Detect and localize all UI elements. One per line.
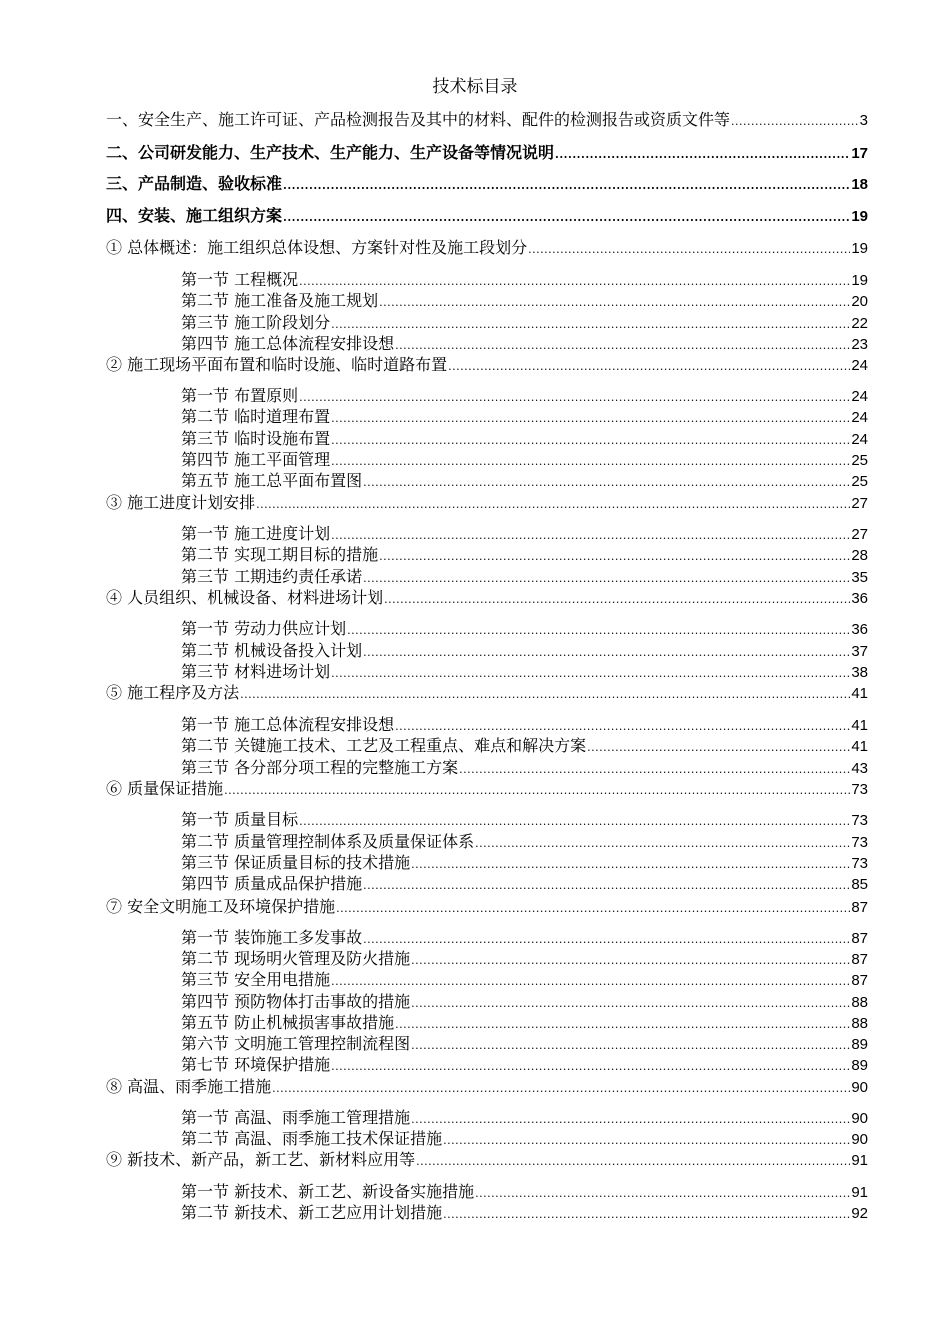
- toc-entry-label: 第一节 施工总体流程安排设想: [181, 715, 395, 734]
- toc-entry[interactable]: [181, 270, 868, 292]
- toc-dot-leader: [443, 1205, 850, 1225]
- toc-entry-label: 第四节 预防物体打击事故的措施: [181, 992, 411, 1011]
- toc-entry-page-number: 90: [851, 1110, 868, 1127]
- toc-entry-label: ③ 施工进度计划安排: [106, 493, 256, 512]
- toc-entry-label: 一、安全生产、施工许可证、产品检测报告及其中的材料、配件的检测报告或资质文件等: [106, 110, 731, 129]
- toc-entry[interactable]: [181, 641, 868, 663]
- toc-entry-page-number: 41: [851, 685, 868, 702]
- toc-entry[interactable]: [106, 206, 868, 228]
- toc-entry-page-number: 27: [851, 526, 868, 543]
- toc-entry[interactable]: [181, 524, 868, 546]
- toc-entry-label: 第二节 关键施工技术、工艺及工程重点、难点和解决方案: [181, 736, 587, 755]
- toc-entry-label: 第五节 防止机械损害事故措施: [181, 1013, 395, 1032]
- toc-entry-label: 第二节 质量管理控制体系及质量保证体系: [181, 832, 475, 851]
- toc-entry-page-number: 36: [851, 621, 868, 638]
- toc-dot-leader: [299, 272, 850, 292]
- toc-dot-leader: [379, 293, 850, 313]
- toc-entry-page-number: 91: [851, 1152, 868, 1169]
- toc-entry[interactable]: [181, 291, 868, 313]
- toc-entry-page-number: 19: [851, 272, 868, 289]
- toc-dot-leader: [299, 388, 850, 408]
- toc-entry-page-number: 73: [851, 781, 868, 798]
- toc-dot-leader: [411, 855, 850, 875]
- toc-dot-leader: [443, 1131, 850, 1151]
- toc-entry-label: 第三节 施工阶段划分: [181, 313, 331, 332]
- toc-entry-label: ② 施工现场平面布置和临时设施、临时道路布置: [106, 355, 448, 374]
- toc-entry-page-number: 90: [851, 1079, 868, 1096]
- toc-dot-leader: [411, 1036, 850, 1056]
- toc-entry[interactable]: [181, 407, 868, 429]
- toc-dot-leader: [363, 473, 850, 493]
- toc-entry[interactable]: [181, 810, 868, 832]
- toc-entry-label: 第五节 施工总平面布置图: [181, 471, 363, 490]
- toc-entry-page-number: 25: [851, 452, 868, 469]
- toc-entry-label: 第七节 环境保护措施: [181, 1055, 331, 1074]
- toc-entry-label: 第三节 材料进场计划: [181, 662, 331, 681]
- toc-dot-leader: [731, 112, 859, 132]
- toc-entry[interactable]: [181, 874, 868, 896]
- toc-dot-leader: [331, 452, 850, 472]
- toc-entry-label: 第四节 质量成品保护措施: [181, 874, 363, 893]
- toc-entry-label: 第四节 施工总体流程安排设想: [181, 334, 395, 353]
- toc-entry-label: 第三节 保证质量目标的技术措施: [181, 853, 411, 872]
- toc-entry[interactable]: [181, 1034, 868, 1056]
- toc-entry[interactable]: [181, 758, 868, 780]
- toc-entry-page-number: 85: [851, 876, 868, 893]
- toc-dot-leader: [347, 621, 850, 641]
- toc-entry[interactable]: [181, 1182, 868, 1204]
- toc-entry[interactable]: [106, 110, 868, 132]
- toc-entry[interactable]: [181, 1108, 868, 1130]
- toc-entry[interactable]: [106, 174, 868, 196]
- toc-entry-page-number: 27: [851, 495, 868, 512]
- toc-entry[interactable]: [106, 143, 868, 165]
- toc-entry-label: 第一节 工程概况: [181, 270, 299, 289]
- toc-entry-label: 第二节 临时道理布置: [181, 407, 331, 426]
- toc-dot-leader: [459, 760, 850, 780]
- toc-entry-page-number: 28: [851, 547, 868, 564]
- toc-dot-leader: [272, 1079, 850, 1099]
- toc-entry-page-number: 17: [851, 145, 868, 162]
- toc-entry-page-number: 19: [851, 240, 868, 257]
- toc-entry-page-number: 41: [851, 738, 868, 755]
- toc-dot-leader: [475, 1184, 850, 1204]
- toc-entry-page-number: 88: [851, 994, 868, 1011]
- toc-entry-label: ⑥ 质量保证措施: [106, 779, 224, 798]
- toc-dot-leader: [416, 1152, 850, 1172]
- toc-entry-label: 第六节 文明施工管理控制流程图: [181, 1034, 411, 1053]
- toc-entry-label: 第四节 施工平面管理: [181, 450, 331, 469]
- toc-entry-label: 第一节 劳动力供应计划: [181, 619, 347, 638]
- toc-entry-label: 第三节 临时设施布置: [181, 429, 331, 448]
- toc-entry-label: ⑤ 施工程序及方法: [106, 683, 240, 702]
- toc-dot-leader: [363, 876, 850, 896]
- toc-entry[interactable]: [106, 355, 868, 377]
- toc-entry-label: 第二节 新技术、新工艺应用计划措施: [181, 1203, 443, 1222]
- toc-entry[interactable]: [181, 313, 868, 335]
- toc-entry-label: 第二节 实现工期目标的措施: [181, 545, 379, 564]
- toc-entry[interactable]: [106, 588, 868, 610]
- toc-dot-leader: [256, 495, 850, 515]
- toc-entry-label: 第二节 施工准备及施工规划: [181, 291, 379, 310]
- toc-entry[interactable]: [181, 429, 868, 451]
- toc-entry-label: 第一节 施工进度计划: [181, 524, 331, 543]
- toc-dot-leader: [448, 357, 850, 377]
- toc-dot-leader: [283, 176, 850, 196]
- toc-entry[interactable]: [106, 1077, 868, 1099]
- toc-dot-leader: [299, 812, 850, 832]
- toc-entry-page-number: 19: [851, 208, 868, 225]
- toc-entry[interactable]: [106, 683, 868, 705]
- toc-entry-page-number: 43: [851, 760, 868, 777]
- toc-entry-label: ⑧ 高温、雨季施工措施: [106, 1077, 272, 1096]
- toc-entry-page-number: 87: [851, 951, 868, 968]
- toc-dot-leader: [331, 409, 850, 429]
- toc-dot-leader: [363, 569, 850, 589]
- toc-entry[interactable]: [181, 450, 868, 472]
- toc-entry[interactable]: [106, 779, 868, 801]
- toc-entry-page-number: 87: [851, 972, 868, 989]
- toc-entry-page-number: 73: [851, 812, 868, 829]
- toc-entry[interactable]: [181, 928, 868, 950]
- toc-entry[interactable]: [181, 334, 868, 356]
- toc-entry-label: 第二节 高温、雨季施工技术保证措施: [181, 1129, 443, 1148]
- toc-dot-leader: [379, 547, 850, 567]
- toc-entry-label: 第一节 高温、雨季施工管理措施: [181, 1108, 411, 1127]
- toc-entry-page-number: 24: [851, 388, 868, 405]
- toc-dot-leader: [528, 240, 850, 260]
- toc-entry-label: 第一节 质量目标: [181, 810, 299, 829]
- toc-entry-label: 三、产品制造、验收标准: [106, 174, 283, 193]
- toc-title: 技术标目录: [432, 77, 518, 97]
- toc-entry-page-number: 24: [851, 431, 868, 448]
- toc-dot-leader: [240, 685, 850, 705]
- toc-entry-label: ⑦ 安全文明施工及环境保护措施: [106, 897, 336, 916]
- toc-dot-leader: [475, 834, 850, 854]
- toc-entry[interactable]: [106, 897, 868, 919]
- toc-entry[interactable]: [106, 493, 868, 515]
- toc-entry[interactable]: [181, 949, 868, 971]
- toc-entry-page-number: 89: [851, 1036, 868, 1053]
- toc-entry[interactable]: [181, 715, 868, 737]
- toc-entry-page-number: 36: [851, 590, 868, 607]
- toc-entry[interactable]: [181, 619, 868, 641]
- toc-entry-label: ① 总体概述：施工组织总体设想、方案针对性及施工段划分: [106, 238, 528, 257]
- toc-dot-leader: [336, 899, 850, 919]
- toc-entry[interactable]: [106, 238, 868, 260]
- toc-entry-label: 第二节 机械设备投入计划: [181, 641, 363, 660]
- toc-entry-page-number: 92: [851, 1205, 868, 1222]
- toc-entry[interactable]: [181, 471, 868, 493]
- toc-entry-page-number: 87: [851, 930, 868, 947]
- toc-entry-label: 二、公司研发能力、生产技术、生产能力、生产设备等情况说明: [106, 143, 555, 162]
- toc-entry-page-number: 24: [851, 409, 868, 426]
- toc-entry[interactable]: [181, 662, 868, 684]
- toc-entry-label: 第三节 工期违约责任承诺: [181, 567, 363, 586]
- toc-entry-page-number: 91: [851, 1184, 868, 1201]
- toc-dot-leader: [363, 643, 850, 663]
- toc-entry-label: 第一节 装饰施工多发事故: [181, 928, 363, 947]
- toc-entry-label: 第一节 布置原则: [181, 386, 299, 405]
- toc-entry-page-number: 73: [851, 834, 868, 851]
- toc-dot-leader: [224, 781, 850, 801]
- toc-dot-leader: [411, 951, 850, 971]
- toc-entry[interactable]: [106, 1150, 868, 1172]
- toc-dot-leader: [331, 1057, 850, 1077]
- toc-entry-page-number: 25: [851, 473, 868, 490]
- toc-entry[interactable]: [181, 386, 868, 408]
- toc-entry[interactable]: [181, 1129, 868, 1151]
- toc-entry-page-number: 3: [859, 112, 868, 129]
- toc-entry[interactable]: [181, 970, 868, 992]
- toc-dot-leader: [384, 590, 850, 610]
- toc-entry-page-number: 35: [851, 569, 868, 586]
- toc-dot-leader: [395, 336, 850, 356]
- toc-dot-leader: [587, 738, 850, 758]
- toc-dot-leader: [331, 972, 850, 992]
- toc-dot-leader: [555, 145, 850, 165]
- toc-entry[interactable]: [181, 736, 868, 758]
- toc-entry-page-number: 38: [851, 664, 868, 681]
- toc-entry[interactable]: [181, 1013, 868, 1035]
- toc-entry-page-number: 89: [851, 1057, 868, 1074]
- toc-dot-leader: [363, 930, 850, 950]
- toc-entry-label: 第二节 现场明火管理及防火措施: [181, 949, 411, 968]
- toc-entry-page-number: 20: [851, 293, 868, 310]
- toc-entry-label: ⑨ 新技术、新产品，新工艺、新材料应用等: [106, 1150, 416, 1169]
- toc-dot-leader: [331, 315, 850, 335]
- toc-entry[interactable]: [181, 545, 868, 567]
- toc-entry-page-number: 23: [851, 336, 868, 353]
- toc-entry-page-number: 41: [851, 717, 868, 734]
- toc-dot-leader: [411, 1110, 850, 1130]
- toc-dot-leader: [395, 1015, 850, 1035]
- toc-entry-page-number: 24: [851, 357, 868, 374]
- toc-dot-leader: [411, 994, 850, 1014]
- toc-entry-page-number: 88: [851, 1015, 868, 1032]
- toc-entry[interactable]: [181, 992, 868, 1014]
- toc-entry-page-number: 90: [851, 1131, 868, 1148]
- toc-entry-label: 第一节 新技术、新工艺、新设备实施措施: [181, 1182, 475, 1201]
- toc-entry-label: 四、安装、施工组织方案: [106, 206, 283, 225]
- toc-entry[interactable]: [181, 1203, 868, 1225]
- toc-entry-page-number: 18: [851, 176, 868, 193]
- toc-entry-page-number: 73: [851, 855, 868, 872]
- toc-dot-leader: [331, 664, 850, 684]
- toc-dot-leader: [395, 717, 850, 737]
- toc-dot-leader: [283, 208, 850, 228]
- toc-entry-label: 第三节 安全用电措施: [181, 970, 331, 989]
- toc-dot-leader: [331, 526, 850, 546]
- toc-entry-label: ④ 人员组织、机械设备、材料进场计划: [106, 588, 384, 607]
- toc-entry-page-number: 37: [851, 643, 868, 660]
- toc-entry[interactable]: [181, 567, 868, 589]
- toc-entry[interactable]: [181, 1055, 868, 1077]
- toc-entry-page-number: 87: [851, 899, 868, 916]
- toc-entry[interactable]: [181, 853, 868, 875]
- toc-entry-label: 第三节 各分部分项工程的完整施工方案: [181, 758, 459, 777]
- toc-entry-page-number: 22: [851, 315, 868, 332]
- toc-dot-leader: [331, 431, 850, 451]
- toc-entry[interactable]: [181, 832, 868, 854]
